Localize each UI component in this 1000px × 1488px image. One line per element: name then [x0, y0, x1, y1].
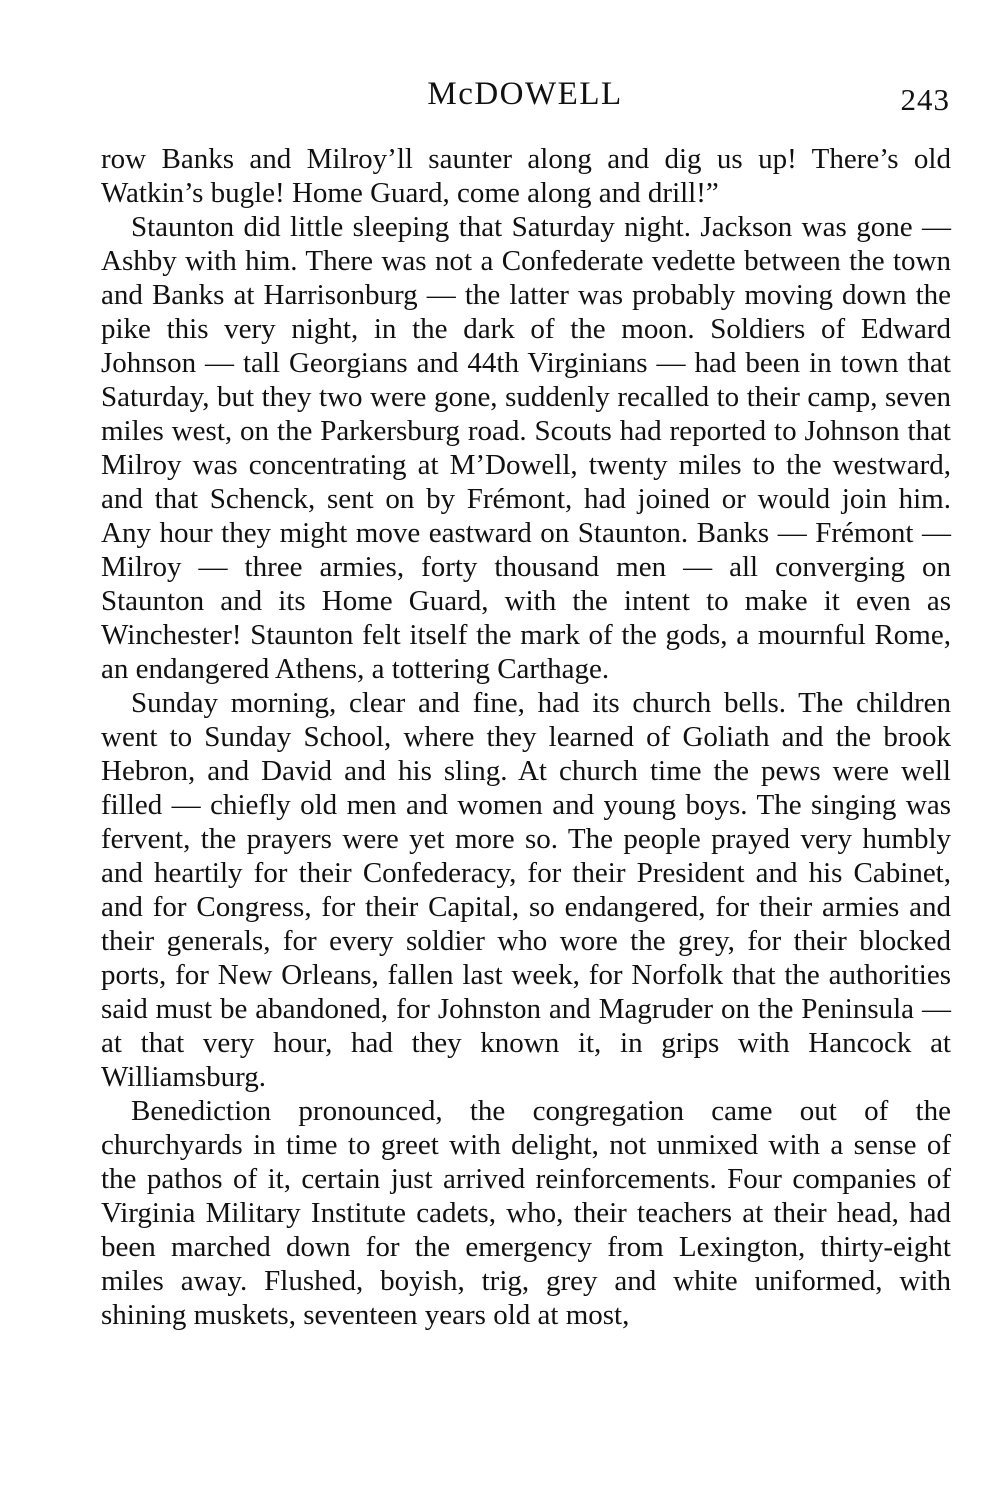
paragraph-continued: row Banks and Milroy’ll saunter along and dig us up! There’s old Watkin’s bugle! Home Guard, come along and drill!”: [101, 143, 951, 209]
paragraph-sunday-morning: Sunday morning, clear and fine, had its church bells. The children went to Sunday School, where they learned of Goliath and the brook Hebron, and David and his sling. At church time the pews were well filled — chiefly old men and women and young boys. The singing was fervent, the prayers were yet more so. The people prayed very humbly and heartily for their Confederacy, for their President and his Cabinet, and for Congress, for their Capital, so endangered, for their armies and their generals, for every soldier who wore the grey, for their blocked ports, for New Orleans, fallen last week, for Norfolk that the authorities said must be abandoned, for Johnston and Magruder on the Peninsula — at that very hour, had they known it, in grips with Hancock at Williamsburg.: [101, 687, 951, 1093]
body-text: [101, 142, 951, 1332]
running-head: [100, 72, 950, 116]
chapter-title: McDOWELL: [427, 76, 623, 112]
paragraph-benediction: Benediction pronounced, the congregation came out of the churchyards in time to greet with delight, not unmixed with a sense of the pathos of it, certain just arrived reinforcements. Four companies of Virginia Military Institute cadets, who, their teachers at their head, had been marched down for the emergency from Lexington, thirty-eight miles away. Flushed, boyish, trig, grey and white uniformed, with shining muskets, seventeen years old at most,: [101, 1095, 951, 1331]
page-number: 243: [900, 82, 950, 117]
paragraph-staunton: Staunton did little sleeping that Saturday night. Jackson was gone — Ashby with him. There was not a Confederate vedette between the town and Banks at Harrisonburg — the latter was probably moving down the pike this very night, in the dark of the moon. Soldiers of Edward Johnson — tall Georgians and 44th Virginians — had been in town that Saturday, but they two were gone, suddenly recalled to their camp, seven miles west, on the Parkersburg road. Scouts had reported to Johnson that Milroy was concentrating at M’Dowell, twenty miles to the westward, and that Schenck, sent on by Frémont, had joined or would join him. Any hour they might move eastward on Staunton. Banks — Frémont — Milroy — three armies, forty thousand men — all converging on Staunton and its Home Guard, with the intent to make it even as Winchester! Staunton felt itself the mark of the gods, a mournful Rome, an endangered Athens, a tottering Carthage.: [101, 211, 951, 685]
